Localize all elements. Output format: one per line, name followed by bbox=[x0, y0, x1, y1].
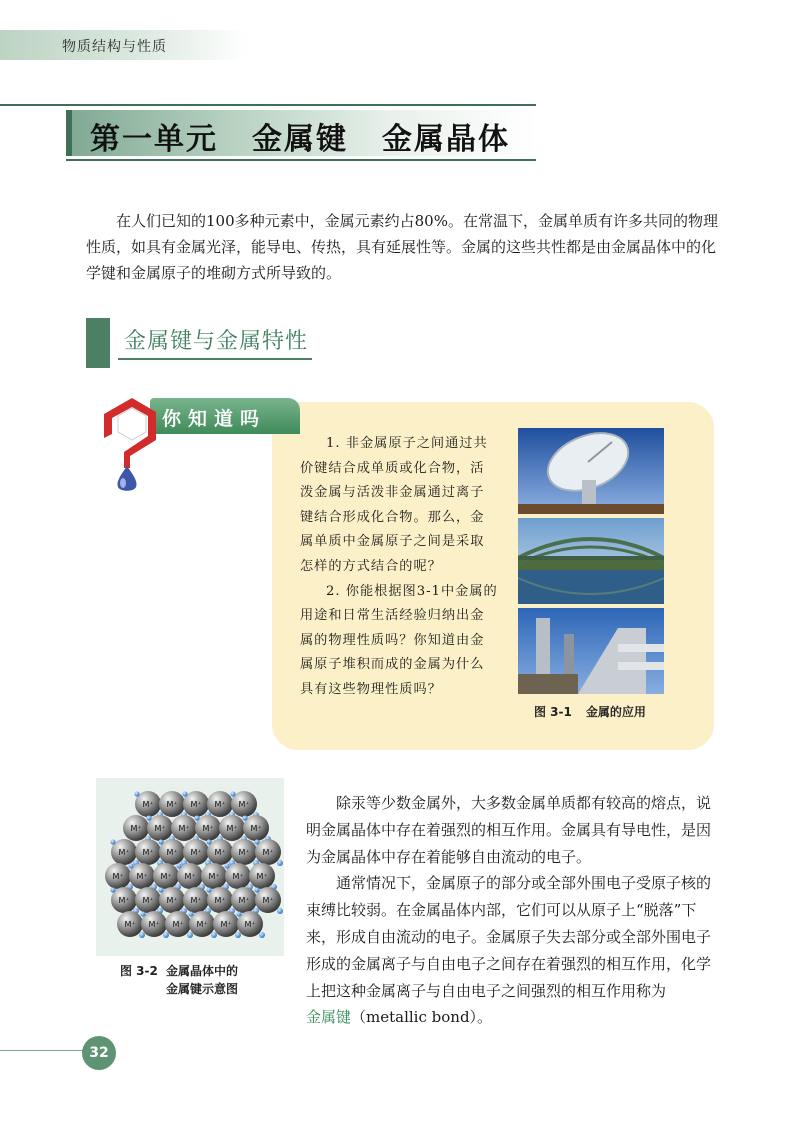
free-electron bbox=[259, 932, 265, 938]
title-rule-bottom bbox=[66, 159, 536, 161]
running-header-text: 物质结构与性质 bbox=[62, 39, 167, 55]
free-electron bbox=[139, 932, 145, 938]
metal-ion-label: M⁺ bbox=[124, 920, 136, 929]
chapter-title bbox=[90, 114, 510, 158]
metal-ion-label: M⁺ bbox=[118, 896, 130, 905]
free-electron bbox=[163, 932, 169, 938]
chapter-unit: 第一单元 bbox=[90, 122, 218, 157]
body-paragraph-1: 除汞等少数金属外，大多数金属单质都有较高的熔点，说明金属晶体中存在着强烈的相互作用。金属具有导电性，是因为金属晶体中存在着能够自由流动的电子。 bbox=[306, 794, 712, 866]
chapter-title-bar bbox=[66, 110, 536, 156]
figure-3-2-number: 图 3-2 bbox=[120, 964, 158, 978]
free-electron bbox=[194, 815, 199, 820]
metal-ion-label: M⁺ bbox=[154, 824, 166, 833]
free-electron bbox=[224, 863, 229, 868]
figure-3-2-line2: 金属键示意图 bbox=[166, 982, 239, 996]
metal-ion-label: M⁺ bbox=[190, 800, 202, 809]
metal-ion-label: M⁺ bbox=[112, 872, 124, 881]
free-electron bbox=[182, 791, 187, 796]
metal-ion-label: M⁺ bbox=[142, 896, 154, 905]
metal-ion-label: M⁺ bbox=[214, 800, 226, 809]
free-electron bbox=[235, 932, 241, 938]
did-you-know-label: 你知道吗 bbox=[162, 408, 267, 430]
body-text bbox=[306, 790, 720, 1031]
metal-ion-label: M⁺ bbox=[130, 824, 142, 833]
metal-ion-label: M⁺ bbox=[142, 800, 154, 809]
satellite-dish-photo bbox=[518, 428, 664, 514]
body-paragraph-2 bbox=[306, 870, 720, 1031]
metal-ion-label: M⁺ bbox=[220, 920, 232, 929]
industrial-pipes-photo bbox=[518, 608, 664, 694]
running-header bbox=[0, 30, 248, 60]
title-stub bbox=[66, 110, 72, 156]
figure-3-1-caption bbox=[534, 703, 660, 720]
free-electron bbox=[158, 839, 163, 844]
metal-ion-label: M⁺ bbox=[118, 848, 130, 857]
hexagon-drop-icon bbox=[96, 394, 162, 494]
metal-ion-label: M⁺ bbox=[148, 920, 160, 929]
free-electron bbox=[187, 932, 193, 938]
free-electron bbox=[236, 911, 241, 916]
metal-ion-label: M⁺ bbox=[214, 896, 226, 905]
did-you-know-tab bbox=[150, 398, 300, 434]
metal-ion-label: M⁺ bbox=[196, 920, 208, 929]
metal-ion-label: M⁺ bbox=[184, 872, 196, 881]
figure-3-2-line1: 金属晶体中的 bbox=[166, 964, 239, 978]
metal-ion-label: M⁺ bbox=[178, 824, 190, 833]
metal-ion-label: M⁺ bbox=[160, 872, 172, 881]
metal-ion-label: M⁺ bbox=[238, 896, 250, 905]
metal-ion-label: M⁺ bbox=[226, 824, 238, 833]
metallic-bond-lattice-figure bbox=[96, 778, 284, 956]
section-marker bbox=[86, 318, 110, 368]
metal-ion-label: M⁺ bbox=[244, 920, 256, 929]
metal-ion-label: M⁺ bbox=[238, 848, 250, 857]
page-number: 32 bbox=[82, 1036, 116, 1070]
free-electron bbox=[211, 932, 217, 938]
metal-ion-label: M⁺ bbox=[142, 848, 154, 857]
section-underline bbox=[118, 358, 312, 360]
free-electron bbox=[254, 887, 259, 892]
free-electron bbox=[254, 839, 259, 844]
metal-ion-label: M⁺ bbox=[250, 824, 262, 833]
metal-ion-label: M⁺ bbox=[238, 800, 250, 809]
chapter-part1: 金属键 bbox=[252, 122, 348, 157]
free-electron bbox=[176, 863, 181, 868]
free-electron bbox=[242, 815, 247, 820]
metal-ion-label: M⁺ bbox=[172, 920, 184, 929]
metal-ion-label: M⁺ bbox=[166, 896, 178, 905]
free-electron bbox=[134, 791, 139, 796]
free-electron bbox=[146, 815, 151, 820]
metal-ion-label: M⁺ bbox=[262, 896, 274, 905]
section-title: 金属键与金属特性 bbox=[124, 329, 309, 354]
did-you-know-questions bbox=[300, 432, 498, 703]
figure-3-1-title: 金属的应用 bbox=[585, 705, 646, 719]
chapter-part2: 金属晶体 bbox=[382, 122, 510, 157]
metal-ion-label: M⁺ bbox=[208, 872, 220, 881]
metallic-bond-english: （metallic bond）。 bbox=[351, 1008, 493, 1027]
metal-ion-label: M⁺ bbox=[190, 896, 202, 905]
page-number-rule bbox=[0, 1050, 90, 1051]
question-2: 2. 你能根据图3-1中金属的用途和日常生活经验归纳出金属的物理性质吗？你知道由金属原子堆积而成的金属为什么具有这些物理性质吗？ bbox=[300, 583, 498, 697]
free-electron bbox=[277, 860, 283, 866]
metal-ion-label: M⁺ bbox=[166, 800, 178, 809]
arch-bridge-photo bbox=[518, 518, 664, 604]
free-electron bbox=[206, 839, 211, 844]
free-electron bbox=[206, 887, 211, 892]
metal-ion-label: M⁺ bbox=[202, 824, 214, 833]
figure-3-2-caption bbox=[120, 962, 238, 998]
question-1: 1. 非金属原子之间通过共价键结合成单质或化合物，活泼金属与活泼非金属通过离子键结合形成化合物。那么，金属单质中金属原子之间是采取怎样的方式结合的呢？ bbox=[300, 436, 488, 574]
metal-ion-label: M⁺ bbox=[190, 848, 202, 857]
body-paragraph-2-text: 通常情况下，金属原子的部分或全部外围电子受原子核的束缚比较弱。在金属晶体内部，它们可以从原子上“脱落”下来，形成自由流动的电子。金属原子失去部分或全部外围电子形成的金属离子与自由电子之间存在着强烈的相互作用，化学上把这种金属离子与自由电子之间强烈的相互作用称为 bbox=[306, 874, 712, 1000]
free-electron bbox=[140, 911, 145, 916]
metal-ion-label: M⁺ bbox=[136, 872, 148, 881]
metal-ion-label: M⁺ bbox=[214, 848, 226, 857]
free-electron bbox=[158, 887, 163, 892]
free-electron bbox=[110, 887, 115, 892]
free-electron bbox=[188, 911, 193, 916]
free-electron bbox=[128, 863, 133, 868]
figure-3-1-number: 图 3-1 bbox=[534, 705, 572, 719]
metallic-bond-term: 金属键 bbox=[306, 1008, 352, 1027]
title-rule-top bbox=[0, 104, 536, 106]
intro-paragraph bbox=[86, 208, 726, 286]
metal-ion-label: M⁺ bbox=[262, 848, 274, 857]
metal-ion-label: M⁺ bbox=[256, 872, 268, 881]
intro-text: 在人们已知的100多种元素中，金属元素约占80%。在常温下，金属单质有许多共同的物理性质，如具有金属光泽，能导电、传热，具有延展性等。金属的这些共性都是由金属晶体中的化学键和金属原子的堆砌方式所导致的。 bbox=[86, 212, 718, 282]
free-electron bbox=[277, 908, 283, 914]
free-electron bbox=[110, 839, 115, 844]
free-electron bbox=[230, 791, 235, 796]
metal-ion-label: M⁺ bbox=[232, 872, 244, 881]
metal-ion-label: M⁺ bbox=[166, 848, 178, 857]
